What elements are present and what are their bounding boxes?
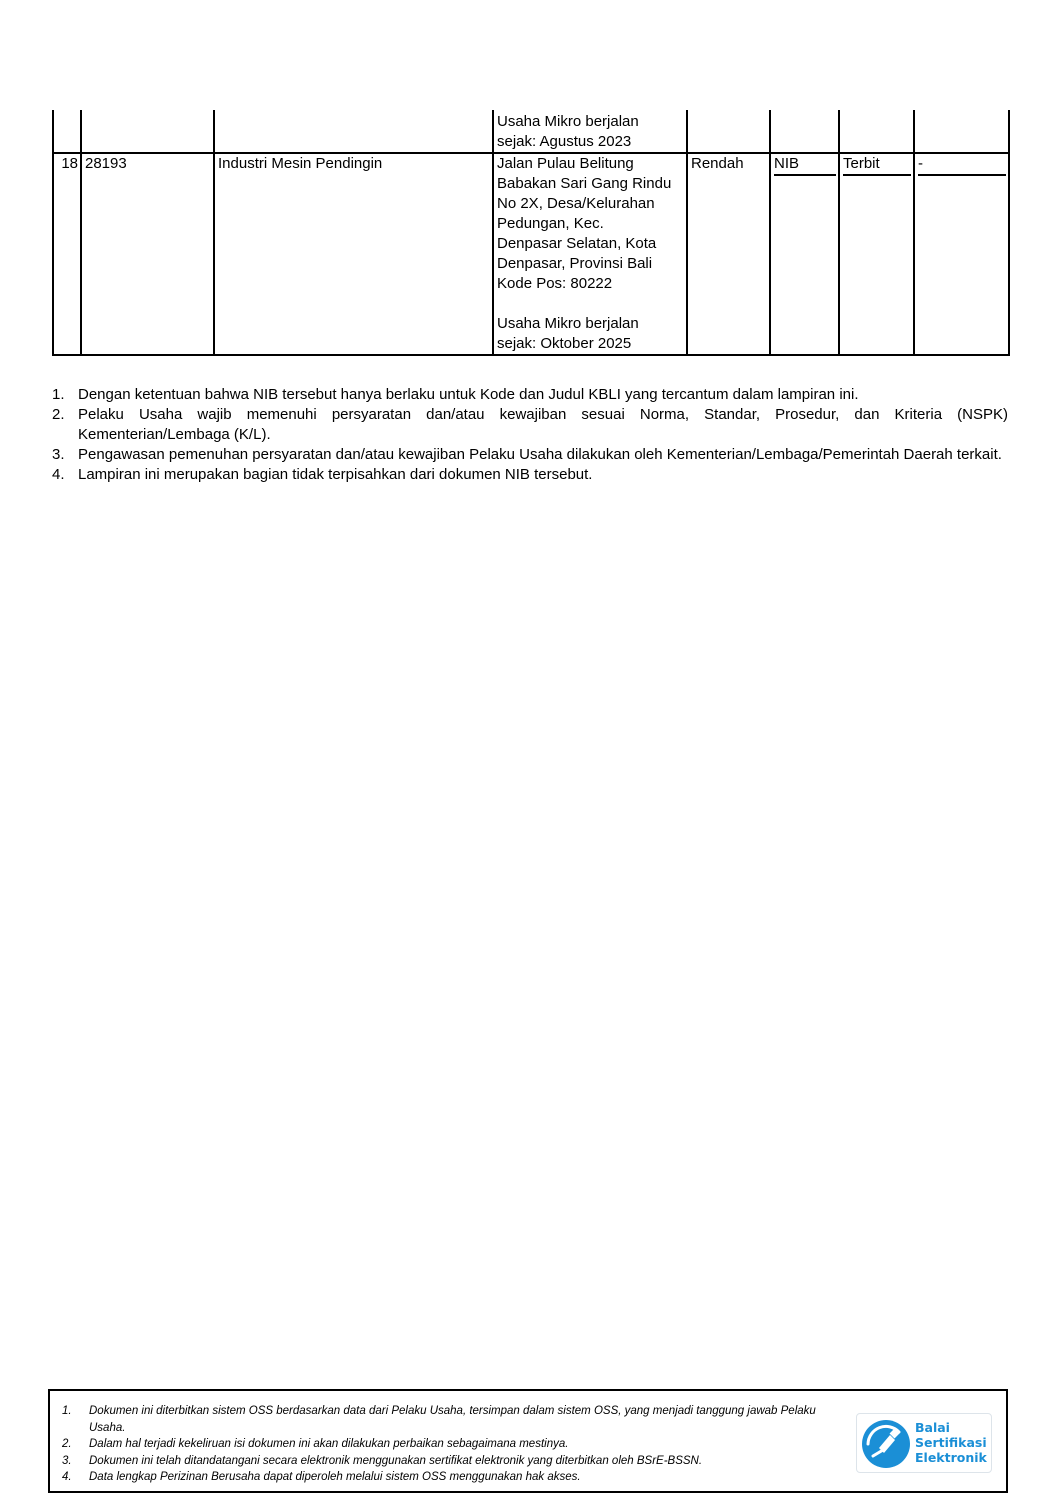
terms-text: Lampiran ini merupakan bagian tidak terpisahkan dari dokumen NIB tersebut. [78,466,593,483]
cell-kbli [81,110,214,153]
cell-perizinan [770,110,839,153]
terms-text: Pelaku Usaha wajib memenuhi persyaratan dan/atau kewajiban sesuai Norma, Standar, Prosedur, dan Kriteria (NSPK) Kementerian/Lembaga (K/L). [78,406,1008,443]
business-location: Jalan Pulau Belitung Babakan Sari Gang Rindu No 2X, Desa/Kelurahan Pedungan, Kec. Denpasar Selatan, Kota Denpasar, Provinsi Bali Kode Pos: 80222 Usaha Mikro berjalan sejak: Oktober 2025 [493,153,687,355]
permit-status-label: Terbit [843,154,911,176]
terms-number: 2. [52,406,65,423]
terms-text: Dengan ketentuan bahwa NIB tersebut hanya berlaku untuk Kode dan Judul KBLI yang tercantum dalam lampiran ini. [78,386,859,403]
cell-status [839,110,914,153]
cell-risiko [687,110,770,153]
terms-item [52,445,1008,465]
disclaimer-text: Dalam hal terjadi kekeliruan isi dokumen ini akan dilakukan perbaikan sebagaimana mestinya. [89,1438,569,1450]
terms-list [52,385,1008,485]
disclaimer-item [62,1469,852,1486]
terms-number: 3. [52,446,65,463]
terms-number: 4. [52,466,65,483]
terms-item [52,385,1008,405]
kbli-code: 28193 [81,153,214,355]
bsre-logo-line: Elektronik [915,1450,987,1465]
cell-judul [214,110,493,153]
terms-text: Pengawasan pemenuhan persyaratan dan/atau kewajiban Pelaku Usaha dilakukan oleh Kementerian/Lembaga/Pemerintah Daerah terkait. [78,446,1002,463]
disclaimer-text: Dokumen ini telah ditandatangani secara elektronik menggunakan sertifikat elektronik yang diterbitkan oleh BSrE-BSSN. [89,1454,703,1467]
bsre-logo-line: Balai [915,1420,950,1435]
disclaimer-item [62,1436,852,1453]
bsre-certificate-icon [859,1418,913,1470]
remarks [914,153,1009,355]
disclaimer-item [62,1403,852,1436]
terms-item [52,465,1008,485]
bsre-logo-line: Sertifikasi [915,1435,987,1450]
permit-status [839,153,914,355]
bsre-logo-text [915,1420,987,1465]
disclaimer-text: Data lengkap Perizinan Berusaha dapat diperoleh melalui sistem OSS menggunakan hak akses. [89,1471,581,1483]
permit-type [770,153,839,355]
disclaimer-number: 4. [62,1471,72,1483]
kbli-table [52,110,1010,356]
terms-item [52,405,1008,445]
location-tail: Usaha Mikro berjalan sejak: Agustus 2023 [497,113,639,150]
terms-number: 1. [52,386,65,403]
bsre-logo [856,1413,992,1473]
footer-disclaimer-box [48,1389,1008,1493]
cell-keterangan [914,110,1009,153]
cell-no [53,110,81,153]
disclaimer-item [62,1453,852,1470]
row-number: 18 [53,153,81,355]
remarks-label: - [918,154,1006,176]
disclaimer-text: Dokumen ini diterbitkan sistem OSS berdasarkan data dari Pelaku Usaha, tersimpan dalam sistem OSS, yang menjadi tanggung jawab Pelaku Usaha. [89,1405,816,1434]
risk-level: Rendah [687,153,770,355]
cell-lokasi [493,110,687,153]
disclaimer-number: 3. [62,1454,72,1467]
kbli-title: Industri Mesin Pendingin [214,153,493,355]
disclaimer-list [62,1403,852,1486]
disclaimer-number: 1. [62,1405,72,1417]
permit-type-label: NIB [774,154,836,176]
table-row [53,153,1009,355]
table-row-continued [53,110,1009,153]
disclaimer-number: 2. [62,1438,72,1450]
